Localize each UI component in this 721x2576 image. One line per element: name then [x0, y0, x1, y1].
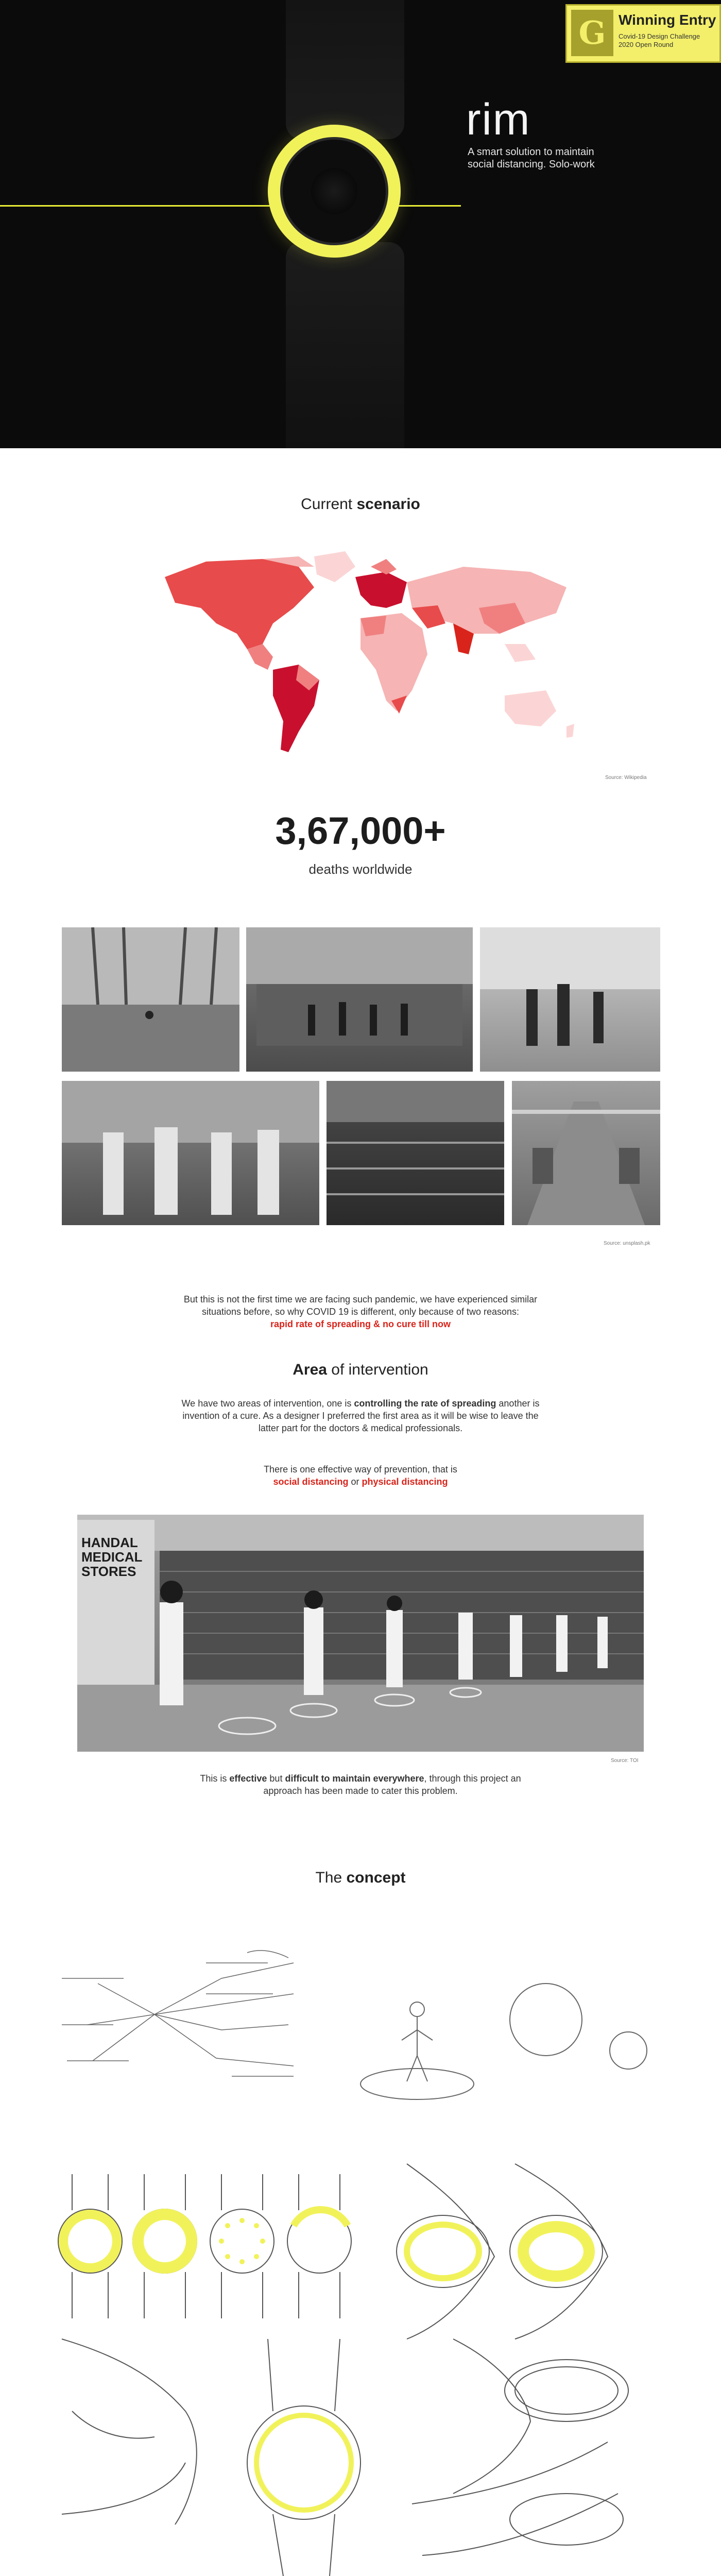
product-tagline: A smart solution to maintain social distancing. Solo-work	[468, 146, 595, 170]
photo-queue-distancing	[77, 1515, 644, 1752]
intervention-p2-social: social distancing	[273, 1477, 349, 1487]
shop-queue-icon	[246, 927, 473, 1072]
masked-walkers-icon	[480, 927, 660, 1072]
world-map	[144, 546, 582, 762]
badge-logo-icon: G	[571, 10, 613, 56]
empty-street-icon	[62, 927, 239, 1072]
intervention-paragraph-3	[196, 1772, 525, 1797]
intervention-p1-bold: controlling the rate of spreading	[354, 1398, 496, 1409]
intervention-p2-physical: physical distancing	[362, 1477, 448, 1487]
map-source: Source: Wikipedia	[605, 775, 647, 781]
scenario-heading-prefix: Current	[301, 496, 357, 513]
concept-heading-prefix: The	[315, 1869, 347, 1886]
intervention-p1-end: another is invention of a cure. As a designer I preferred the first area as it will be wise to leave the latter part for the doctors & medical professionals.	[182, 1398, 540, 1433]
concept-heading-bold: concept	[346, 1869, 406, 1886]
intervention-p2-or: or	[348, 1477, 362, 1487]
hero-section	[0, 0, 721, 448]
intervention-heading-bold: Area	[293, 1361, 327, 1378]
product-name: rim	[466, 95, 531, 144]
intervention-p2-line1: There is one effective way of prevention, that is	[264, 1464, 457, 1475]
concept-sketches	[52, 1947, 670, 2576]
intervention-photo-source: Source: TOI	[611, 1758, 639, 1764]
queue-distancing-icon	[77, 1515, 644, 1752]
photo-empty-station	[327, 1081, 504, 1225]
intervention-heading-rest: of intervention	[327, 1361, 428, 1378]
scenario-heading-bold: scenario	[356, 496, 420, 513]
intervention-heading	[0, 1361, 721, 1379]
hero-accent-line-left	[0, 205, 288, 207]
intervention-p3-difficult: difficult to maintain everywhere	[285, 1773, 424, 1784]
scenario-paragraph	[178, 1293, 543, 1330]
watch-strap-bottom	[286, 242, 404, 448]
intervention-paragraph-2	[180, 1463, 541, 1488]
intervention-p3-mid: but	[267, 1773, 285, 1784]
world-map-icon	[144, 546, 582, 762]
intervention-p3-effective: effective	[229, 1773, 267, 1784]
photo-source: Source: unsplash.pk	[604, 1241, 650, 1246]
intervention-p1-start: We have two areas of intervention, one is	[181, 1398, 354, 1409]
photo-medical-workers	[62, 1081, 319, 1225]
photo-shop-queue	[246, 927, 473, 1072]
empty-train-icon	[512, 1081, 660, 1225]
medical-workers-icon	[62, 1081, 319, 1225]
concept-heading	[0, 1869, 721, 1887]
scenario-heading	[0, 496, 721, 513]
badge-title: Winning Entry	[619, 12, 716, 28]
winning-entry-badge	[565, 4, 721, 63]
photo-empty-train	[512, 1081, 660, 1225]
badge-text: Covid-19 Design Challenge 2020 Open Round	[619, 32, 700, 48]
rim-watch-ring	[268, 125, 401, 258]
intervention-p3-start: This is	[200, 1773, 230, 1784]
photo-empty-street	[62, 927, 239, 1072]
death-label: deaths worldwide	[308, 861, 413, 877]
concept-sketches-icon	[52, 1947, 670, 2576]
intervention-p3-end: , through this project an approach has been made to cater this problem.	[263, 1773, 521, 1796]
watch-strap-top	[286, 0, 404, 139]
shop-sign: HANDAL MEDICAL STORES	[81, 1535, 142, 1579]
empty-station-icon	[327, 1081, 504, 1225]
intervention-paragraph-1	[180, 1397, 541, 1434]
photo-masked-walkers	[480, 927, 660, 1072]
scenario-paragraph-intro: But this is not the first time we are facing such pandemic, we have experienced similar situations before, so why COVID 19 is different, only because of two reasons:	[183, 1294, 538, 1317]
watch-face	[311, 168, 357, 214]
scenario-paragraph-reasons: rapid rate of spreading & no cure till now	[270, 1319, 451, 1329]
death-count: 3,67,000+	[275, 809, 446, 852]
